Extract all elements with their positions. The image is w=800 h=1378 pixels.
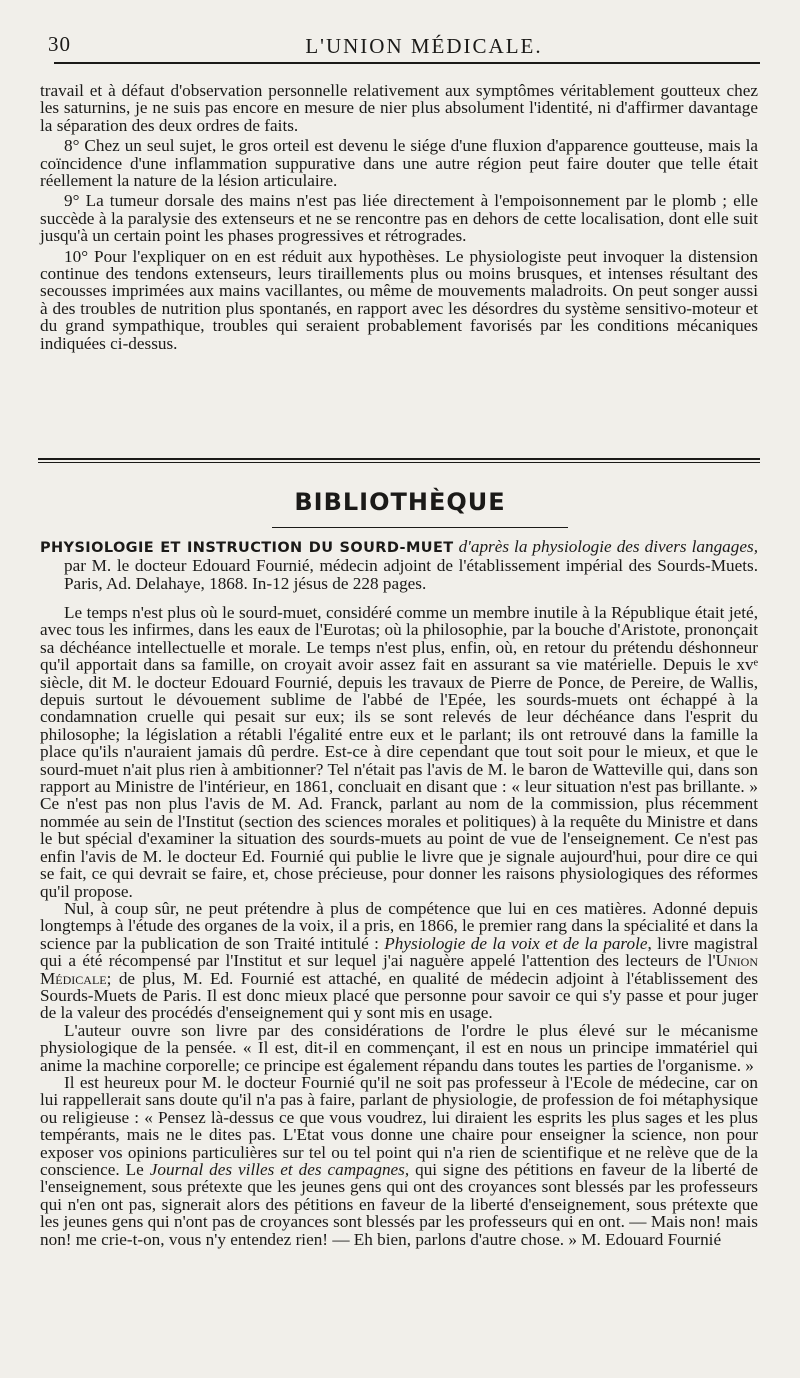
journal-title: L'UNION MÉDICALE. (305, 34, 543, 58)
header-rule (54, 62, 760, 64)
review-paragraph-1: Le temps n'est plus où le sourd-muet, considéré comme un membre inutile à la République était jeté, avec tous les infirmes, dans les eaux de l'Eurotas; où la philosophie, par la bouche d'Aristote, prononçait sa déchéance intellectuelle et morale. Le temps n'est plus, enfin, où, en retour du prétendu déshonneur qu'il apportait dans sa famille, on croyait avoir assez fait en assurant sa vie matérielle. Depuis le xvᵉ siècle, dit M. le docteur Edouard Fournié, depuis les travaux de Pierre de Ponce, de Pereire, de Wallis, depuis surtout le dévouement sublime de l'abbé de l'Epée, les sourds-muets ont échappé à la condamnation cruelle qui pesait sur eux; ils se sont relevés de leur déchéance dans l'esprit du philosophe; la législation a rétabli l'égalité entre eux et le parlant; ils ont retrouvé dans la famille la place qu'ils n'auraient jamais dû perdre. Est-ce à dire cependant que tout soit pour le mieux, et que le sourd-muet n'ait plus rien à ambitionner? Tel n'était pas l'avis de M. le baron de Watteville qui, dans son rapport au Ministre de l'intérieur, en 1861, concluait en disant que : « leur situation n'est pas brillante. » Ce n'est pas non plus l'avis de M. Ad. Franck, parlant au nom de la commission, plus récemment nommée au sein de l'Institut (section des sciences morales et politiques) à la requête du Ministre et dans le but spécial d'examiner la situation des sourds-muets au point de vue de l'enseignement. Ce n'est pas enfin l'avis de M. le docteur Ed. Fournié qui publie le livre que je signale aujourd'hui, pour dire ce qui se fait, ce qui devrait se faire, et, chose précieuse, pour donner les raisons physiologiques des réformes qu'il propose. (40, 603, 758, 901)
book-subtitle: d'après la physiologie des divers langages, (458, 537, 758, 556)
section-title: BIBLIOTHÈQUE (294, 488, 506, 516)
book-details: par M. le docteur Edouard Fournié, médecin adjoint de l'établissement impérial des Sourds-Muets. Paris, Ad. Delahaye, 1868. In-12 jésus de 228 pages. (64, 556, 758, 593)
intro-text (40, 82, 758, 352)
review-paragraph-3: L'auteur ouvre son livre par des considérations de l'ordre le plus élevé sur le mécanisme physiologique de la pensée. « Il est, dit-il en commençant, il est en nous un principe immatériel qui anime la machine corporelle; ce principe est également répandu dans toutes les parties de l'organisme. » (40, 1020, 758, 1075)
journal-name: Union Médicale (40, 951, 758, 988)
book-heading (40, 538, 758, 592)
page-header (48, 32, 760, 66)
review-text-span: , livre magistral qui a été récompensé par l'Institut et sur lequel j'ai naguère appelé l'attention des lecteurs de l' (40, 933, 758, 971)
paragraph-point-8: 8° Chez un seul sujet, le gros orteil est devenu le siége d'une fluxion d'apparence goutteuse, mais la coïncidence d'une inflammation suppurative dans une autre région peut faire douter que telle était réellement la nature de la lésion articulaire. (40, 136, 758, 191)
newspaper-name: Journal des villes et des campagnes (149, 1160, 405, 1179)
page-number: 30 (48, 32, 71, 56)
review-paragraph-2 (40, 900, 758, 1022)
review-paragraph-4 (40, 1074, 758, 1248)
title-underline (272, 527, 568, 528)
review-text-span: ; de plus, M. Ed. Fournié est attaché, en qualité de médecin adjoint à l'établissement des Sourds-Muets de Paris. Il est donc mieux placé que personne pour savoir ce qui s'y passe et pour juger de la valeur des procédés d'enseignement qui y sont mis en usage. (40, 968, 758, 1023)
paragraph-point-9: 9° La tumeur dorsale des mains n'est pas liée directement à l'empoisonnement par le plomb ; elle succède à la paralysie des extenseurs et ne se rencontre pas en dehors de cette localisation, dont elle suit jusqu'à un certain point les phases progressives et rétrogrades. (40, 191, 758, 246)
cited-book-title: Physiologie de la voix et de la parole (384, 933, 648, 953)
paragraph-point-10: 10° Pour l'expliquer on en est réduit aux hypothèses. Le physiologiste peut invoquer la distension continue des tendons extenseurs, leurs tiraillements plus ou moins brusques, et intenses résultant des secousses imprimées aux mains vacillantes, ou même de mouvements maladroits. On peut songer aussi à des troubles de nutrition plus spontanés, en rapport avec les désordres du système sensitivo-moteur et du grand sympathique, troubles qui seraient probablement favorisés par les conditions mécaniques indiquées ci-dessus. (40, 246, 758, 353)
review-text-span: Il est heureux pour M. le docteur Fournié qu'il ne soit pas professeur à l'Ecole de médecine, car on lui rappellerait sans doute qu'il n'a pas à faire, parlant de physiologie, de profession de foi métaphysique ou religieuse : « Pensez là-dessus ce que vous voudrez, lui diraient les esprits les plus sages et les plus tempérants, mais ne le dites pas. L'Etat vous donne une chaire pour enseigner la science, non pour exposer vos opinions particulières sur tel ou tel point qui n'a rien de scientifique et ne relève que de la conscience. Le (40, 1072, 758, 1179)
review-text (40, 604, 758, 1248)
paragraph-continuation: travail et à défaut d'observation personnelle relativement aux symptômes véritablement goutteux chez les saturnins, je ne suis pas encore en mesure de nier plus absolument l'identité, ni d'affirmer davantage la séparation des deux ordres de faits. (40, 81, 758, 135)
review-text-span: Nul, à coup sûr, ne peut prétendre à plus de compétence que lui en ces matières. Adonné depuis longtemps à l'étude des organes de la voix, il a pris, en 1866, le premier rang dans la spécialité et dans la science par la publication de son Traité intitulé : (40, 898, 758, 953)
book-title: PHYSIOLOGIE ET INSTRUCTION DU SOURD-MUET (40, 540, 454, 556)
book-citation (40, 538, 758, 592)
review-text-span: , qui signe des pétitions en faveur de la liberté de l'enseignement, sous prétexte que les jeunes gens qui ont des croyances sont blessés par les professeurs qui n'en ont pas, signerait alors des pétitions en faveur de la liberté d'enseignement, sous prétexte que les jeunes gens qui n'ont pas de croyances sont blessés par les professeurs qui en ont. — Mais non! mais non! me crie-t-on, vous n'y entendez rien! — Eh bien, parlons d'autre chose. » M. Edouard Fournié (40, 1160, 758, 1249)
section-separator (38, 458, 760, 463)
